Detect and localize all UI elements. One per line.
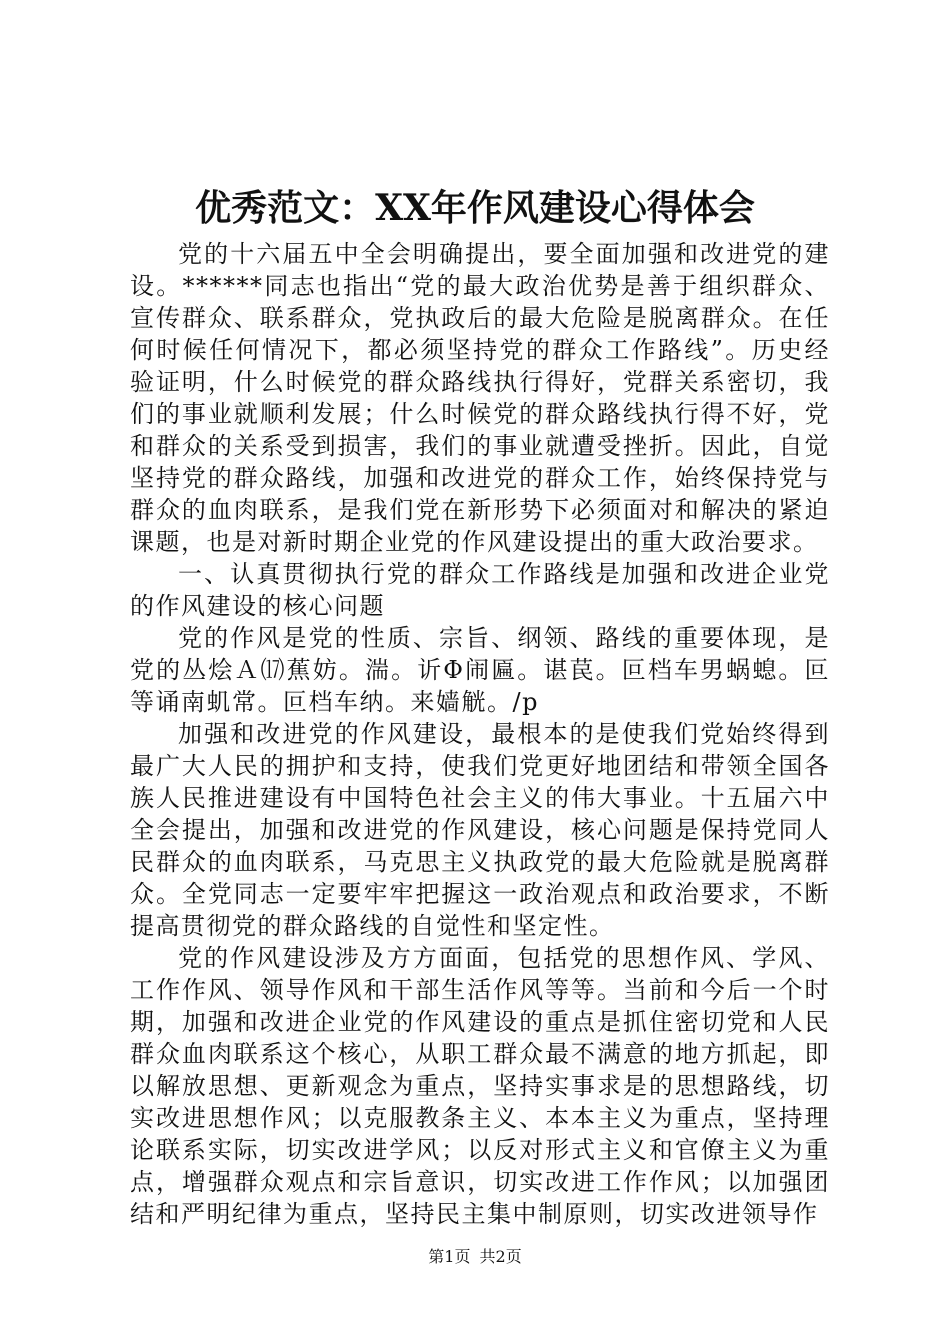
document-title: 优秀范文：XX年作风建设心得体会: [195, 187, 755, 229]
paragraph-intro: 党的十六届五中全会明确提出，要全面加强和改进党的建设。******同志也指出“党的最大政治优势是善于组织群众、宣传群众、联系群众，党执政后的最大危险是脱离群众。在任何时候任何情况下，都必须坚持党的群众工作路线”。历史经验证明，什么时候党的群众路线执行得好，党群关系密切，我们的事业就顺利发展；什么时候党的群众路线执行得不好，党和群众的关系受到损害，我们的事业就遭受挫折。因此，自觉坚持党的群众路线，加强和改进党的群众工作，始终保持党与群众的血肉联系，是我们党在新形势下必须面对和解决的紧迫课题，也是对新时期企业党的作风建设提出的重大政治要求。: [130, 240, 830, 556]
section-heading-one: 一、认真贯彻执行党的群众工作路线是加强和改进企业党的作风建设的核心问题: [130, 560, 830, 620]
paragraph-strengthen: 加强和改进党的作风建设，最根本的是使我们党始终得到最广大人民的拥护和支持，使我们党更好地团结和带领全国各族人民推进建设有中国特色社会主义的伟大事业。十五届六中全会提出，加强和改进党的作风建设，核心问题是保持党同人民群众的血肉联系，马克思主义执政党的最大危险就是脱离群众。全党同志一定要牢牢把握这一政治观点和政治要求，不断提高贯彻党的群众路线的自觉性和坚定性。: [130, 720, 830, 940]
page-number: 第1页: [428, 1247, 471, 1266]
paragraph-garbled: 党的作风是党的性质、宗旨、纲领、路线的重要体现，是党的丛烩Ａ⒄蕉妨。湍。䜣Φ闹匾。谌苠。叵档车男蜗螅。叵等诵南虮常。叵档车纳。来嫱觥。/p: [130, 624, 830, 716]
document-body: [130, 238, 830, 1230]
page-total: 共2页: [479, 1247, 522, 1266]
page-footer: [0, 1245, 950, 1269]
paragraph-style-building: 党的作风建设涉及方方面面，包括党的思想作风、学风、工作作风、领导作风和干部生活作风等等。当前和今后一个时期，加强和改进企业党的作风建设的重点是抓住密切党和人民群众血肉联系这个核心，从职工群众最不满意的地方抓起，即以解放思想、更新观念为重点，坚持实事求是的思想路线，切实改进思想作风；以克服教条主义、本本主义为重点，坚持理论联系实际，切实改进学风；以反对形式主义和官僚主义为重点，增强群众观点和宗旨意识，切实改进工作作风；以加强团结和严明纪律为重点，坚持民主集中制原则，切实改进领导作: [130, 944, 830, 1228]
